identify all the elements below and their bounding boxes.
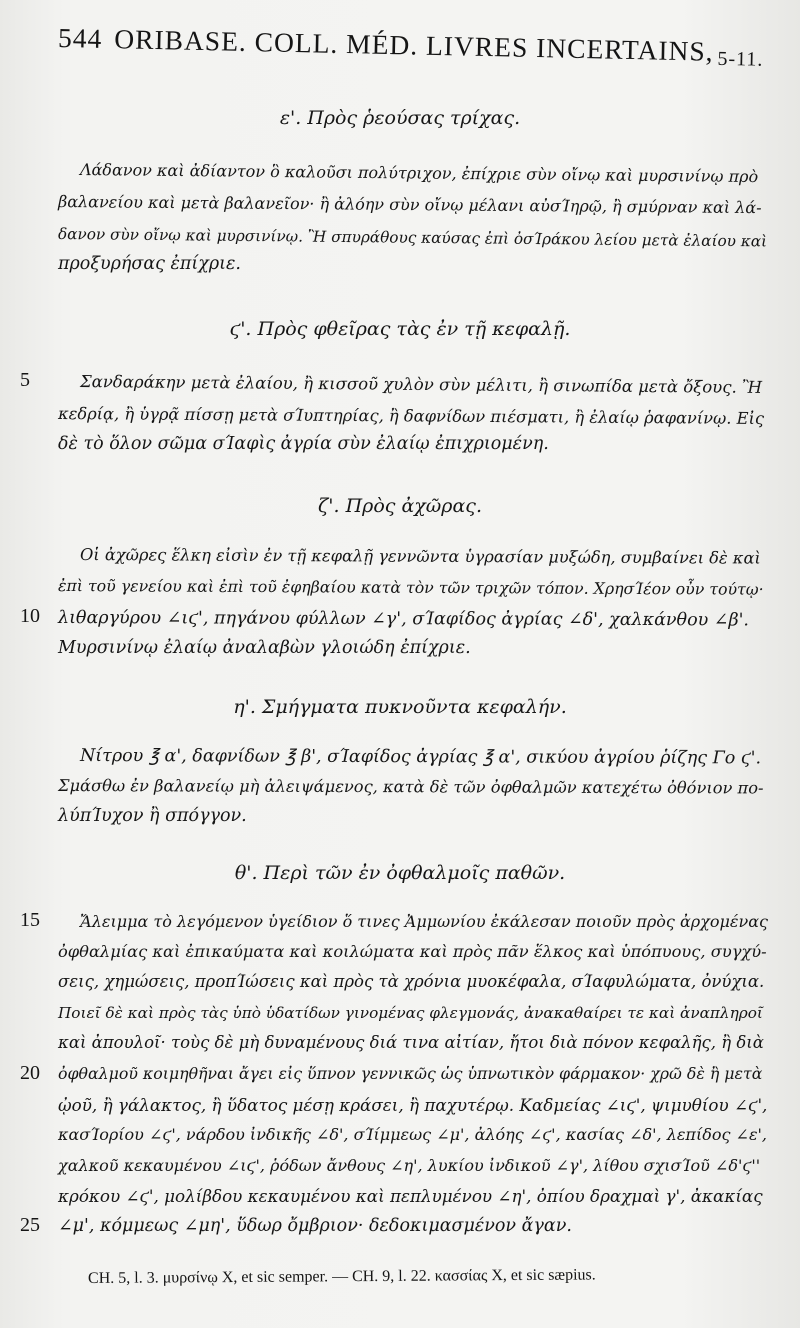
text-line: λιθαργύρου ∠ιϛ', πηγάνου φύλλων ∠γ', σΊαφίδος ἀγρίας ∠δ', χαλκάνθου ∠β'. — [57, 608, 750, 631]
running-header — [58, 22, 769, 77]
text-line: χαλκοῦ κεκαυμένου ∠ιϛ', ῥόδων ἄνθους ∠η', λυκίου ἰνδικοῦ ∠γ', λίθου σχισΊοῦ ∠δ'ϛ'' — [58, 1156, 761, 1175]
text-line: Σανδαράκην μετὰ ἐλαίου, ἢ κισσοῦ χυλὸν σὺν μέλιτι, ἢ σινωπίδα μετὰ ὄξους. Ἢ — [79, 372, 763, 397]
text-line: ὀφθαλμίας καὶ ἐπικαύματα καὶ κοιλώματα καὶ πρὸς πᾶν ἕλκος καὶ ὑπόπυους, συγχύ- — [58, 942, 767, 961]
text-line: προξυρήσας ἐπίχριε. — [58, 254, 241, 274]
section-heading: η'. Σμήγματα πυκνοῦντα κεφαλήν. — [233, 696, 567, 718]
text-line: ἐπὶ τοῦ γενείου καὶ ἐπὶ τοῦ ἐφηβαίου κατὰ τὸν τῶν τριχῶν τόπον. ΧρησΊέον οὖν τούτῳ· — [57, 576, 764, 599]
line-number: 5 — [20, 369, 30, 391]
text-line: ∠μ', κόμμεως ∠μη', ὕδωρ ὄμβριον· δεδοκιμασμένον ἄγαν. — [58, 1216, 572, 1236]
text-line: βαλανείου καὶ μετὰ βαλανεῖον· ἢ ἀλόην σὺν οἴνῳ μέλανι αὐσΊηρῷ, ἢ σμύρναν καὶ λά- — [57, 192, 762, 218]
text-line: Ποιεῖ δὲ καὶ πρὸς τὰς ὑπὸ ὑδατίδων γινομένας φλεγμονάς, ἀνακαθαίρει τε καὶ ἀναπληροῖ — [58, 1004, 763, 1022]
text-line: δανον σὺν οἴνῳ καὶ μυρσινίνῳ. Ἢ σπυράθους καύσας ἐπὶ ὀσΊράκου λείου μετὰ ἐλαίου καὶ — [57, 225, 768, 251]
running-title: ORIBASE. COLL. MÉD. LIVRES INCERTAINS, — [114, 23, 714, 67]
text-line: λύπΊυχον ἢ σπόγγον. — [58, 806, 247, 826]
section-heading: ζ'. Πρὸς ἀχῶρας. — [318, 495, 482, 517]
line-number: 10 — [20, 605, 40, 627]
text-line: ᾠοῦ, ἢ γάλακτος, ἢ ὕδατος μέσῃ κράσει, ἢ παχυτέρῳ. Καδμείας ∠ιϛ', ψιμυθίου ∠ϛ', — [58, 1095, 768, 1115]
text-line: Μυρσινίνῳ ἐλαίῳ ἀναλαβὼν γλοιώδη ἐπίχριε. — [58, 638, 471, 658]
section-heading: ε'. Πρὸς ῥεούσας τρίχας. — [279, 107, 521, 129]
line-number: 20 — [20, 1062, 40, 1084]
section-heading: θ'. Περὶ τῶν ἐν ὀφθαλμοῖς παθῶν. — [234, 862, 566, 884]
section-heading: ϛ'. Πρὸς φθεῖρας τὰς ἐν τῇ κεφαλῇ. — [229, 318, 571, 340]
text-line: κρόκου ∠ϛ', μολίβδου κεκαυμένου καὶ πεπλυμένου ∠η', ὀπίου δραχμαὶ γ', ἀκακίας — [58, 1186, 763, 1206]
text-line: Λάδανον καὶ ἀδίαντον ὃ καλοῦσι πολύτριχον, ἐπίχριε σὺν οἴνῳ καὶ μυρσινίνῳ πρὸ — [79, 160, 759, 187]
text-line: καὶ ἀπουλοῖ· τοὺς δὲ μὴ δυναμένους διά τινα αἰτίαν, ἤτοι διὰ πόνον κεφαλῆς, ἢ διὰ — [58, 1033, 764, 1052]
text-line: κασΊορίου ∠ϛ', νάρδου ἰνδικῆς ∠δ', σΊίμμεως ∠μ', ἀλόης ∠ϛ', κασίας ∠δ', λεπίδος ∠ε', — [58, 1125, 768, 1144]
chapter-range: 5-11. — [717, 47, 764, 71]
text-line: Οἱ ἀχῶρες ἕλκη εἰσὶν ἐν τῇ κεφαλῇ γεννῶντα ὑγρασίαν μυξώδη, συμβαίνει δὲ καὶ — [79, 545, 761, 568]
text-line: ὀφθαλμοῦ κοιμηθῆναι ἄγει εἰς ὕπνον γεννικῶς ὡς ὑπνωτικὸν φάρμακον· χρῶ δὲ ἢ μετὰ — [58, 1064, 763, 1083]
text-line: Νίτρου ℥ α', δαφνίδων ℥ β', σΊαφίδος ἀγρίας ℥ α', σικύου ἀγρίου ῥίζης Γο ϛ'. — [79, 746, 762, 769]
footnote: CH. 5, l. 3. μυρσίνῳ X, et sic semper. — CH. 9, l. 22. κασσίας X, et sic sæpius. — [87, 1266, 596, 1287]
line-number: 15 — [20, 909, 40, 931]
text-line: σεις, χημώσεις, προπΊώσεις καὶ πρὸς τὰ χρόνια μυοκέφαλα, σΊαφυλώματα, ὀνύχια. — [58, 972, 765, 991]
text-line: Σμάσθω ἐν βαλανείῳ μὴ ἀλειψάμενος, κατὰ δὲ τῶν ὀφθαλμῶν κατεχέτω ὀθόνιον πο- — [57, 776, 764, 798]
text-line: δὲ τὸ ὅλον σῶμα σΊαφὶς ἀγρία σὺν ἐλαίῳ ἐπιχριομένη. — [58, 434, 549, 454]
text-line: Ἄλειμμα τὸ λεγόμενον ὑγείδιον ὅ τινες Ἀμμωνίου ἐκάλεσαν ποιοῦν πρὸς ἀρχομένας — [80, 912, 768, 931]
page-number: 544 — [57, 22, 103, 54]
text-line: κεδρίᾳ, ἢ ὑγρᾷ πίσσῃ μετὰ σΊυπτηρίας, ἢ δαφνίδων πιέσματι, ἢ ἐλαίῳ ῥαφανίνῳ. Εἰς — [57, 404, 765, 428]
line-number: 25 — [20, 1214, 40, 1236]
